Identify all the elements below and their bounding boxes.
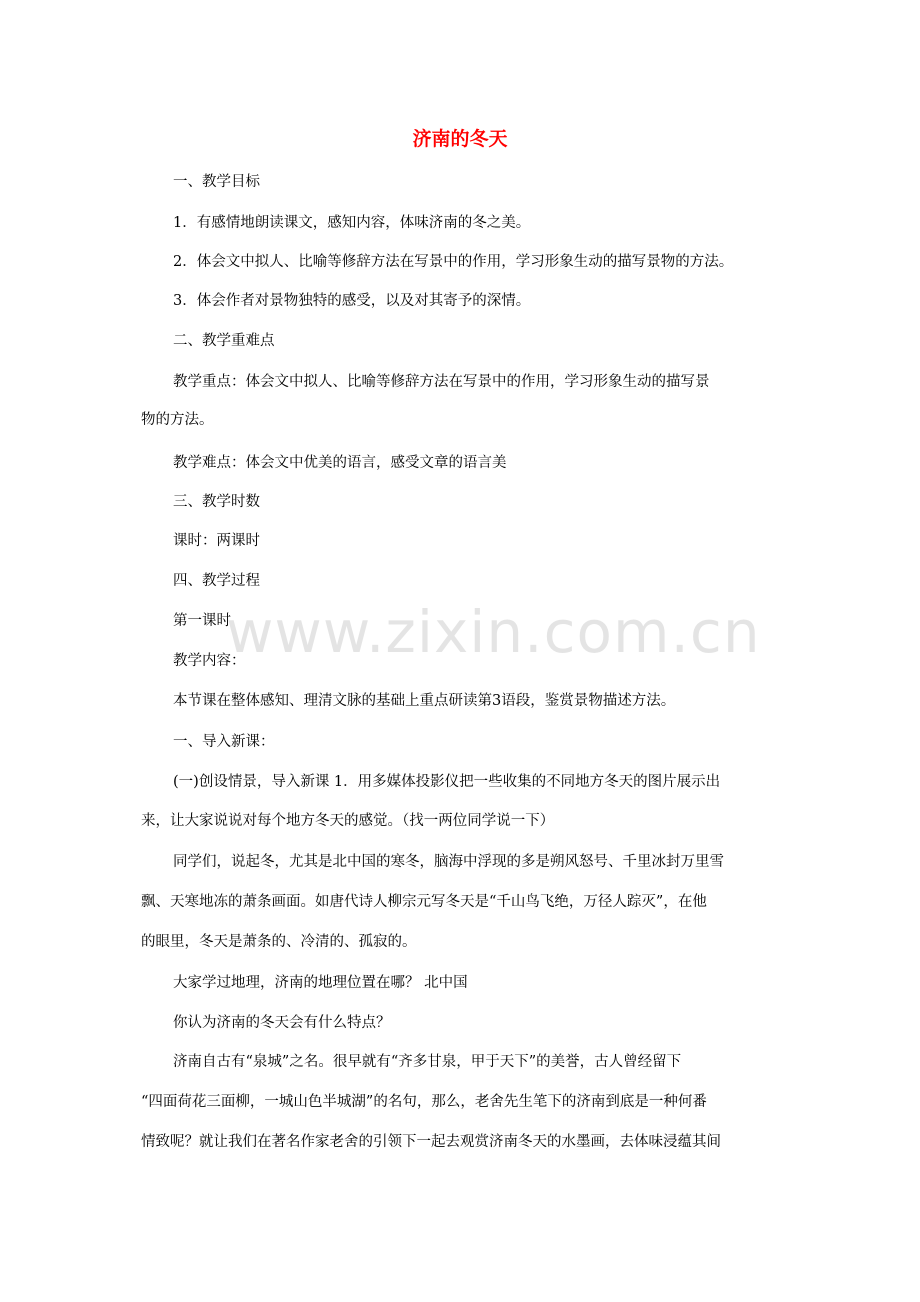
paragraph-jinan-line-3: 情致呢？就让我们在著名作家老舍的引领下一起去观赏济南冬天的水墨画，去体味浸蕴其间 — [141, 1134, 721, 1150]
paragraph-winter-line-3: 的眼里，冬天是萧条的、冷清的、孤寂的。 — [141, 934, 417, 950]
paragraph-jinan-line-2: “四面荷花三面柳，一城山色半城湖”的名句，那么，老舍先生笔下的济南到底是一种何番 — [141, 1094, 707, 1110]
paragraph-winter-line-2: 飘、天寒地冻的萧条画面。如唐代诗人柳宗元写冬天是“千山鸟飞绝，万径人踪灭”，在他 — [141, 894, 707, 910]
question-features: 你认为济南的冬天会有什么特点？ — [173, 1015, 391, 1031]
document-title: 济南的冬天 — [412, 128, 508, 150]
section-heading-process: 四、教学过程 — [173, 573, 260, 589]
section-heading-objectives: 一、教学目标 — [173, 174, 260, 190]
key-point-line-continued: 物的方法。 — [141, 412, 214, 428]
intro-line-continued: 来，让大家说说对每个地方冬天的感觉。（找一两位同学说一下） — [141, 813, 555, 829]
intro-line: (一)创设情景，导入新课 1．用多媒体投影仪把一些收集的不同地方冬天的图片展示出 — [173, 774, 721, 790]
watermark: www.zixin.com.cn — [226, 598, 761, 666]
content-line: 本节课在整体感知、理清文脉的基础上重点研读第3语段，鉴赏景物描述方法。 — [173, 693, 676, 709]
first-lesson-heading: 第一课时 — [173, 613, 231, 629]
intro-heading: 一、导入新课： — [173, 734, 275, 750]
objective-3: 3．体会作者对景物独特的感受，以及对其寄予的深情。 — [173, 293, 531, 309]
paragraph-winter-line-1: 同学们，说起冬，尤其是北中国的寒冬，脑海中浮现的多是朔风怒号、千里冰封万里雪 — [173, 854, 724, 870]
question-geography: 大家学过地理，济南的地理位置在哪？ 北中国 — [173, 975, 468, 991]
section-heading-key-points: 二、教学重难点 — [173, 333, 275, 349]
content-heading: 教学内容： — [173, 653, 246, 669]
paragraph-jinan-line-1: 济南自古有“泉城”之名。很早就有“齐多甘泉，甲于天下”的美誉，古人曾经留下 — [173, 1054, 682, 1070]
objective-2: 2．体会文中拟人、比喻等修辞方法在写景中的作用，学习形象生动的描写景物的方法。 — [173, 254, 734, 270]
objective-1: 1．有感情地朗读课文，感知内容，体味济南的冬之美。 — [173, 215, 531, 231]
hours-line: 课时：两课时 — [173, 533, 260, 549]
section-heading-hours: 三、教学时数 — [173, 494, 260, 510]
key-point-line: 教学重点：体会文中拟人、比喻等修辞方法在写景中的作用，学习形象生动的描写景 — [173, 374, 710, 390]
difficulty-line: 教学难点：体会文中优美的语言，感受文章的语言美 — [173, 455, 507, 471]
